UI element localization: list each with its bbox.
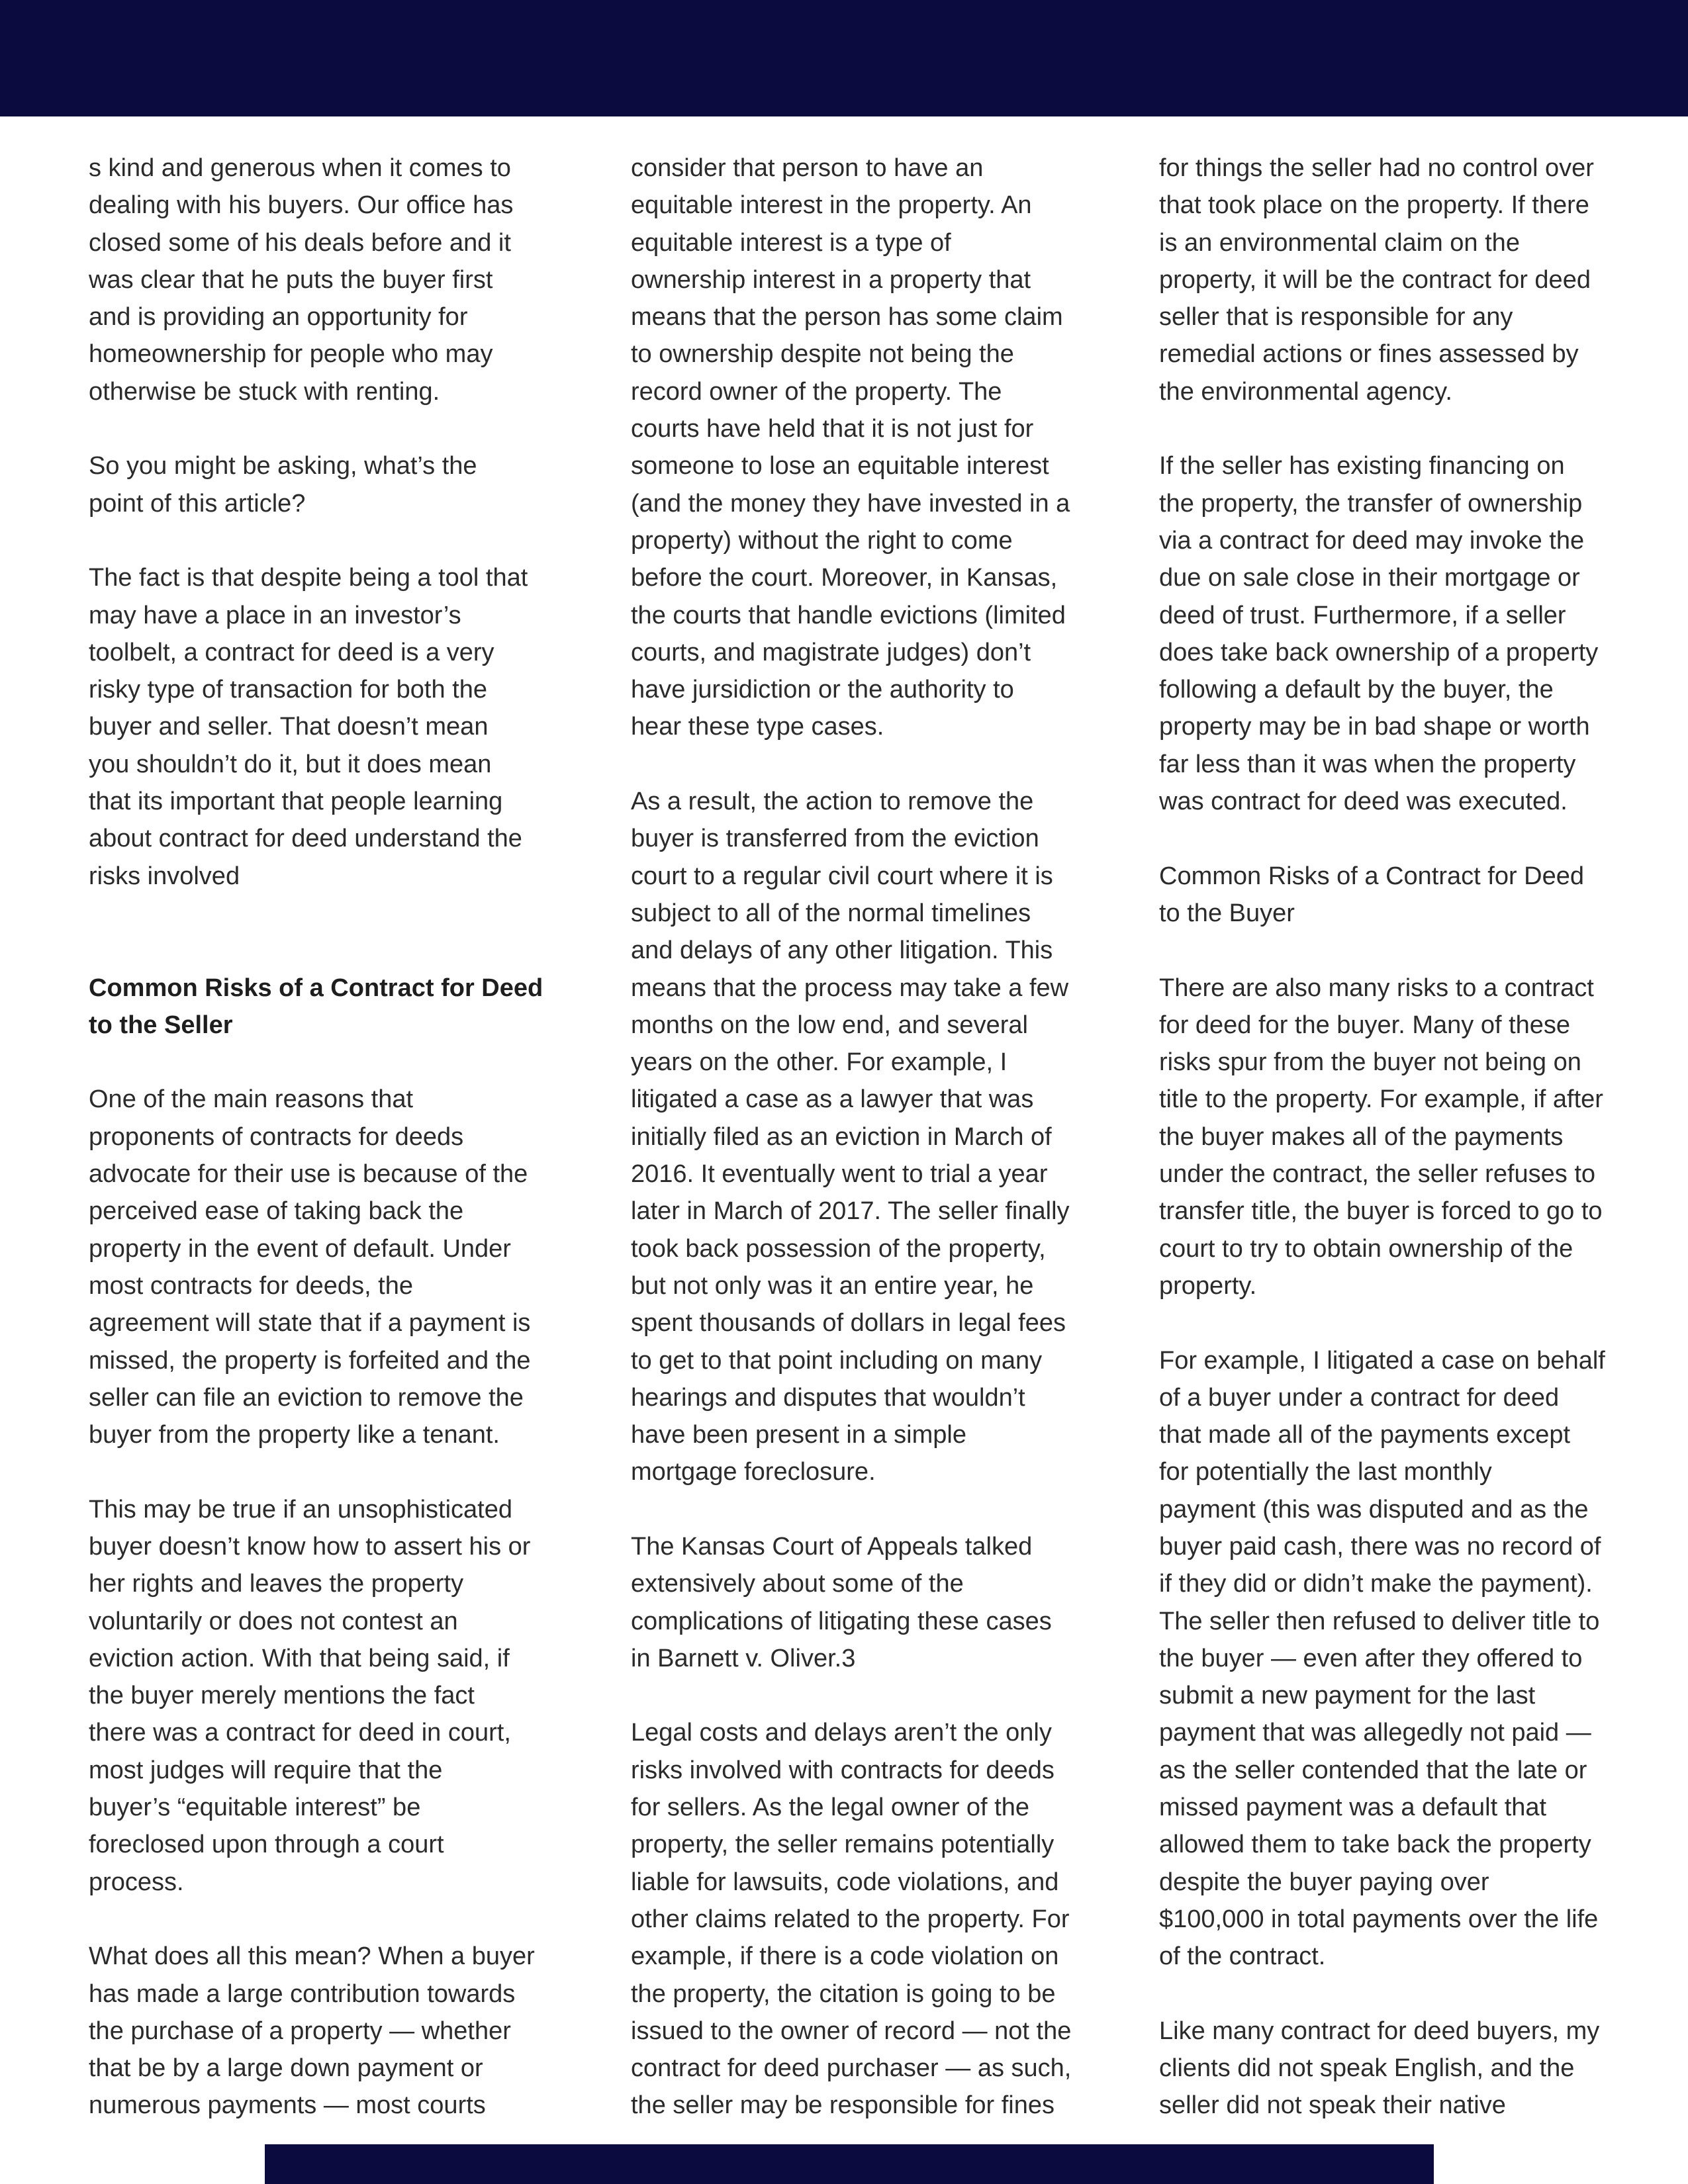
text-line: risks involved with contracts for deeds: [631, 1756, 1055, 1784]
column-3: [1159, 150, 1609, 2161]
text-line: voluntarily or does not contest an: [89, 1607, 458, 1635]
text-line: property) without the right to come: [631, 526, 1013, 555]
text-line: years on the other. For example, I: [631, 1048, 1008, 1077]
text-line: due on sale close in their mortgage or: [1159, 564, 1580, 592]
text-line: (and the money they have invested in a: [631, 489, 1070, 518]
text-line: the buyer makes all of the payments: [1159, 1122, 1564, 1151]
section-heading-buyer-risks: [1159, 858, 1609, 933]
text-line: advocate for their use is because of the: [89, 1160, 528, 1189]
paragraph: [89, 559, 539, 895]
text-line: buyer paid cash, there was no record of: [1159, 1532, 1601, 1561]
paragraph: [631, 150, 1081, 746]
text-line: equitable interest is a type of: [631, 228, 951, 257]
text-line: for things the seller had no control over: [1159, 154, 1594, 182]
text-line: means that the person has some claim: [631, 303, 1063, 332]
text-line: missed, the property is forfeited and the: [89, 1346, 531, 1375]
paragraph: [1159, 1342, 1609, 1976]
text-line: to the Buyer: [1159, 899, 1295, 927]
paragraph: [631, 1528, 1081, 1677]
text-line: buyer from the property like a tenant.: [89, 1421, 500, 1449]
text-line: have jursidiction or the authority to: [631, 676, 1014, 704]
text-line: s kind and generous when it comes to: [89, 154, 511, 182]
text-line: the buyer merely mentions the fact: [89, 1682, 475, 1710]
text-line: Common Risks of a Contract for Deed: [1159, 862, 1585, 890]
text-line: If the seller has existing financing on: [1159, 452, 1565, 480]
text-line: property in the event of default. Under: [89, 1234, 511, 1263]
text-line: process.: [89, 1868, 184, 1896]
text-line: homeownership for people who may: [89, 340, 493, 369]
text-line: payment (this was disputed and as the: [1159, 1495, 1589, 1524]
text-line: spent thousands of dollars in legal fees: [631, 1309, 1066, 1338]
paragraph: [89, 1491, 539, 1901]
text-line: foreclosed upon through a court: [89, 1831, 444, 1859]
text-line: Legal costs and delays aren’t the only: [631, 1719, 1052, 1747]
text-line: but not only was it an entire year, he: [631, 1271, 1034, 1300]
header-band: [0, 0, 1688, 116]
text-line: point of this article?: [89, 489, 306, 518]
text-line: liable for lawsuits, code violations, and: [631, 1868, 1059, 1896]
text-line: example, if there is a code violation on: [631, 1942, 1059, 1971]
text-line: in Barnett v. Oliver.3: [631, 1644, 856, 1672]
text-line: other claims related to the property. For: [631, 1905, 1070, 1933]
text-line: courts have held that it is not just for: [631, 415, 1034, 443]
text-line: numerous payments — most courts: [89, 2091, 486, 2120]
paragraph: [631, 1714, 1081, 2124]
text-line: that took place on the property. If there: [1159, 191, 1589, 220]
text-line: took back possession of the property,: [631, 1234, 1046, 1263]
text-line: following a default by the buyer, the: [1159, 676, 1554, 704]
text-line: the purchase of a property — whether: [89, 2017, 511, 2045]
section-heading-seller-risks: [89, 970, 543, 1044]
text-line: for sellers. As the legal owner of the: [631, 1794, 1029, 1822]
text-line: the environmental agency.: [1159, 377, 1452, 406]
text-line: For example, I litigated a case on behalf: [1159, 1346, 1605, 1375]
paragraph: [89, 1081, 539, 1453]
text-line: buyer doesn’t know how to assert his or: [89, 1532, 531, 1561]
paragraph: [1159, 150, 1609, 410]
text-line: was clear that he puts the buyer first: [89, 265, 493, 294]
text-line: that be by a large down payment or: [89, 2054, 483, 2083]
text-line: the seller may be responsible for fines: [631, 2091, 1055, 2120]
text-line: hear these type cases.: [631, 713, 884, 741]
text-line: submit a new payment for the last: [1159, 1682, 1536, 1710]
text-line: seller can file an eviction to remove the: [89, 1383, 524, 1412]
text-line: her rights and leaves the property: [89, 1570, 464, 1598]
text-line: buyer and seller. That doesn’t mean: [89, 713, 489, 741]
text-line: to the Seller: [89, 1011, 233, 1039]
paragraph: [89, 150, 539, 410]
text-line: deed of trust. Furthermore, if a seller: [1159, 601, 1566, 629]
paragraph: [1159, 2013, 1609, 2124]
text-line: perceived ease of taking back the: [89, 1197, 464, 1226]
text-line: of a buyer under a contract for deed: [1159, 1383, 1560, 1412]
text-line: property may be in bad shape or worth: [1159, 713, 1590, 741]
text-line: and delays of any other litigation. This: [631, 936, 1053, 965]
text-line: has made a large contribution towards: [89, 1979, 516, 2008]
text-line: agreement will state that if a payment is: [89, 1309, 531, 1338]
text-line: risks spur from the buyer not being on: [1159, 1048, 1581, 1077]
text-line: $100,000 in total payments over the life: [1159, 1905, 1599, 1933]
text-line: the property, the transfer of ownership: [1159, 489, 1583, 518]
text-line: mortgage foreclosure.: [631, 1458, 876, 1486]
text-line: toolbelt, a contract for deed is a very: [89, 638, 494, 666]
column-1: [89, 150, 543, 2161]
text-line: missed payment was a default that: [1159, 1794, 1547, 1822]
text-line: for deed for the buyer. Many of these: [1159, 1011, 1571, 1039]
text-line: before the court. Moreover, in Kansas,: [631, 564, 1058, 592]
text-line: As a result, the action to remove the: [631, 788, 1034, 816]
paragraph: [89, 1938, 539, 2124]
text-line: One of the main reasons that: [89, 1085, 414, 1114]
text-line: issued to the owner of record — not the: [631, 2017, 1072, 2045]
text-line: to ownership despite not being the: [631, 340, 1014, 369]
text-line: that its important that people learning: [89, 788, 503, 816]
text-line: risky type of transaction for both the: [89, 676, 487, 704]
text-line: most judges will require that the: [89, 1756, 443, 1784]
text-line: courts, and magistrate judges) don’t: [631, 638, 1031, 666]
text-line: contract for deed purchaser — as such,: [631, 2054, 1072, 2083]
text-line: proponents of contracts for deeds: [89, 1122, 464, 1151]
text-line: the property, the citation is going to be: [631, 1979, 1056, 2008]
text-line: dealing with his buyers. Our office has: [89, 191, 514, 220]
text-line: property, the seller remains potentially: [631, 1831, 1055, 1859]
text-line: far less than it was when the property: [1159, 750, 1576, 778]
text-line: that made all of the payments except: [1159, 1421, 1571, 1449]
text-line: The fact is that despite being a tool that: [89, 564, 528, 592]
text-line: closed some of his deals before and it: [89, 228, 511, 257]
text-line: court to try to obtain ownership of the: [1159, 1234, 1573, 1263]
text-line: via a contract for deed may invoke the: [1159, 526, 1585, 555]
text-line: was contract for deed was executed.: [1159, 788, 1568, 816]
text-line: otherwise be stuck with renting.: [89, 377, 440, 406]
text-line: seller did not speak their native: [1159, 2091, 1506, 2120]
text-line: have been present in a simple: [631, 1421, 966, 1449]
text-line: There are also many risks to a contract: [1159, 974, 1594, 1002]
text-line: there was a contract for deed in court,: [89, 1719, 511, 1747]
text-line: about contract for deed understand the: [89, 825, 522, 853]
text-line: Common Risks of a Contract for Deed: [89, 974, 543, 1002]
text-line: as the seller contended that the late or: [1159, 1756, 1587, 1784]
text-line: consider that person to have an: [631, 154, 984, 182]
paragraph: [631, 783, 1081, 1491]
text-line: under the contract, the seller refuses to: [1159, 1160, 1596, 1189]
text-line: seller that is responsible for any: [1159, 303, 1513, 332]
text-line: and is providing an opportunity for: [89, 303, 468, 332]
paragraph: [1159, 447, 1609, 820]
text-line: transfer title, the buyer is forced to go to: [1159, 1197, 1603, 1226]
text-line: The Kansas Court of Appeals talked: [631, 1532, 1033, 1561]
column-2: [631, 150, 1081, 2161]
footer-band: [265, 2144, 1434, 2184]
text-line: record owner of the property. The: [631, 377, 1002, 406]
text-line: hearings and disputes that wouldn’t: [631, 1383, 1025, 1412]
text-line: extensively about some of the: [631, 1570, 964, 1598]
text-line: equitable interest in the property. An: [631, 191, 1032, 220]
text-line: The seller then refused to deliver title to: [1159, 1607, 1600, 1635]
text-line: What does all this mean? When a buyer: [89, 1942, 535, 1971]
text-line: remedial actions or fines assessed by: [1159, 340, 1579, 369]
text-line: payment that was allegedly not paid —: [1159, 1719, 1591, 1747]
text-line: court to a regular civil court where it is: [631, 862, 1053, 890]
text-line: the buyer — even after they offered to: [1159, 1644, 1583, 1672]
spacer: [89, 932, 539, 969]
text-line: ownership interest in a property that: [631, 265, 1031, 294]
text-line: of the contract.: [1159, 1942, 1326, 1971]
text-line: So you might be asking, what’s the: [89, 452, 477, 480]
text-line: complications of litigating these cases: [631, 1607, 1052, 1635]
text-line: is an environmental claim on the: [1159, 228, 1520, 257]
text-line: initially filed as an eviction in March of: [631, 1122, 1052, 1151]
text-line: later in March of 2017. The seller finally: [631, 1197, 1070, 1226]
text-line: Like many contract for deed buyers, my: [1159, 2017, 1600, 2045]
text-line: someone to lose an equitable interest: [631, 452, 1049, 480]
text-line: if they did or didn’t make the payment).: [1159, 1570, 1593, 1598]
text-line: does take back ownership of a property: [1159, 638, 1599, 666]
text-line: you shouldn’t do it, but it does mean: [89, 750, 492, 778]
text-line: allowed them to take back the property: [1159, 1831, 1591, 1859]
text-line: for potentially the last monthly: [1159, 1458, 1492, 1486]
text-line: most contracts for deeds, the: [89, 1271, 414, 1300]
text-line: title to the property. For example, if after: [1159, 1085, 1603, 1114]
text-line: buyer’s “equitable interest” be: [89, 1794, 421, 1822]
text-line: may have a place in an investor’s: [89, 601, 461, 629]
text-line: litigated a case as a lawyer that was: [631, 1085, 1034, 1114]
paragraph: [1159, 970, 1609, 1305]
text-line: clients did not speak English, and the: [1159, 2054, 1575, 2083]
text-line: months on the low end, and several: [631, 1011, 1028, 1039]
paragraph: [89, 447, 539, 522]
text-line: property.: [1159, 1271, 1257, 1300]
text-line: to get to that point including on many: [631, 1346, 1043, 1375]
text-line: This may be true if an unsophisticated: [89, 1495, 513, 1524]
text-line: buyer is transferred from the eviction: [631, 825, 1039, 853]
text-line: means that the process may take a few: [631, 974, 1069, 1002]
text-line: the courts that handle evictions (limited: [631, 601, 1066, 629]
text-line: property, it will be the contract for deed: [1159, 265, 1591, 294]
text-line: 2016. It eventually went to trial a year: [631, 1160, 1048, 1189]
text-line: eviction action. With that being said, if: [89, 1644, 510, 1672]
text-line: despite the buyer paying over: [1159, 1868, 1489, 1896]
text-line: risks involved: [89, 862, 240, 890]
text-line: subject to all of the normal timelines: [631, 899, 1031, 927]
